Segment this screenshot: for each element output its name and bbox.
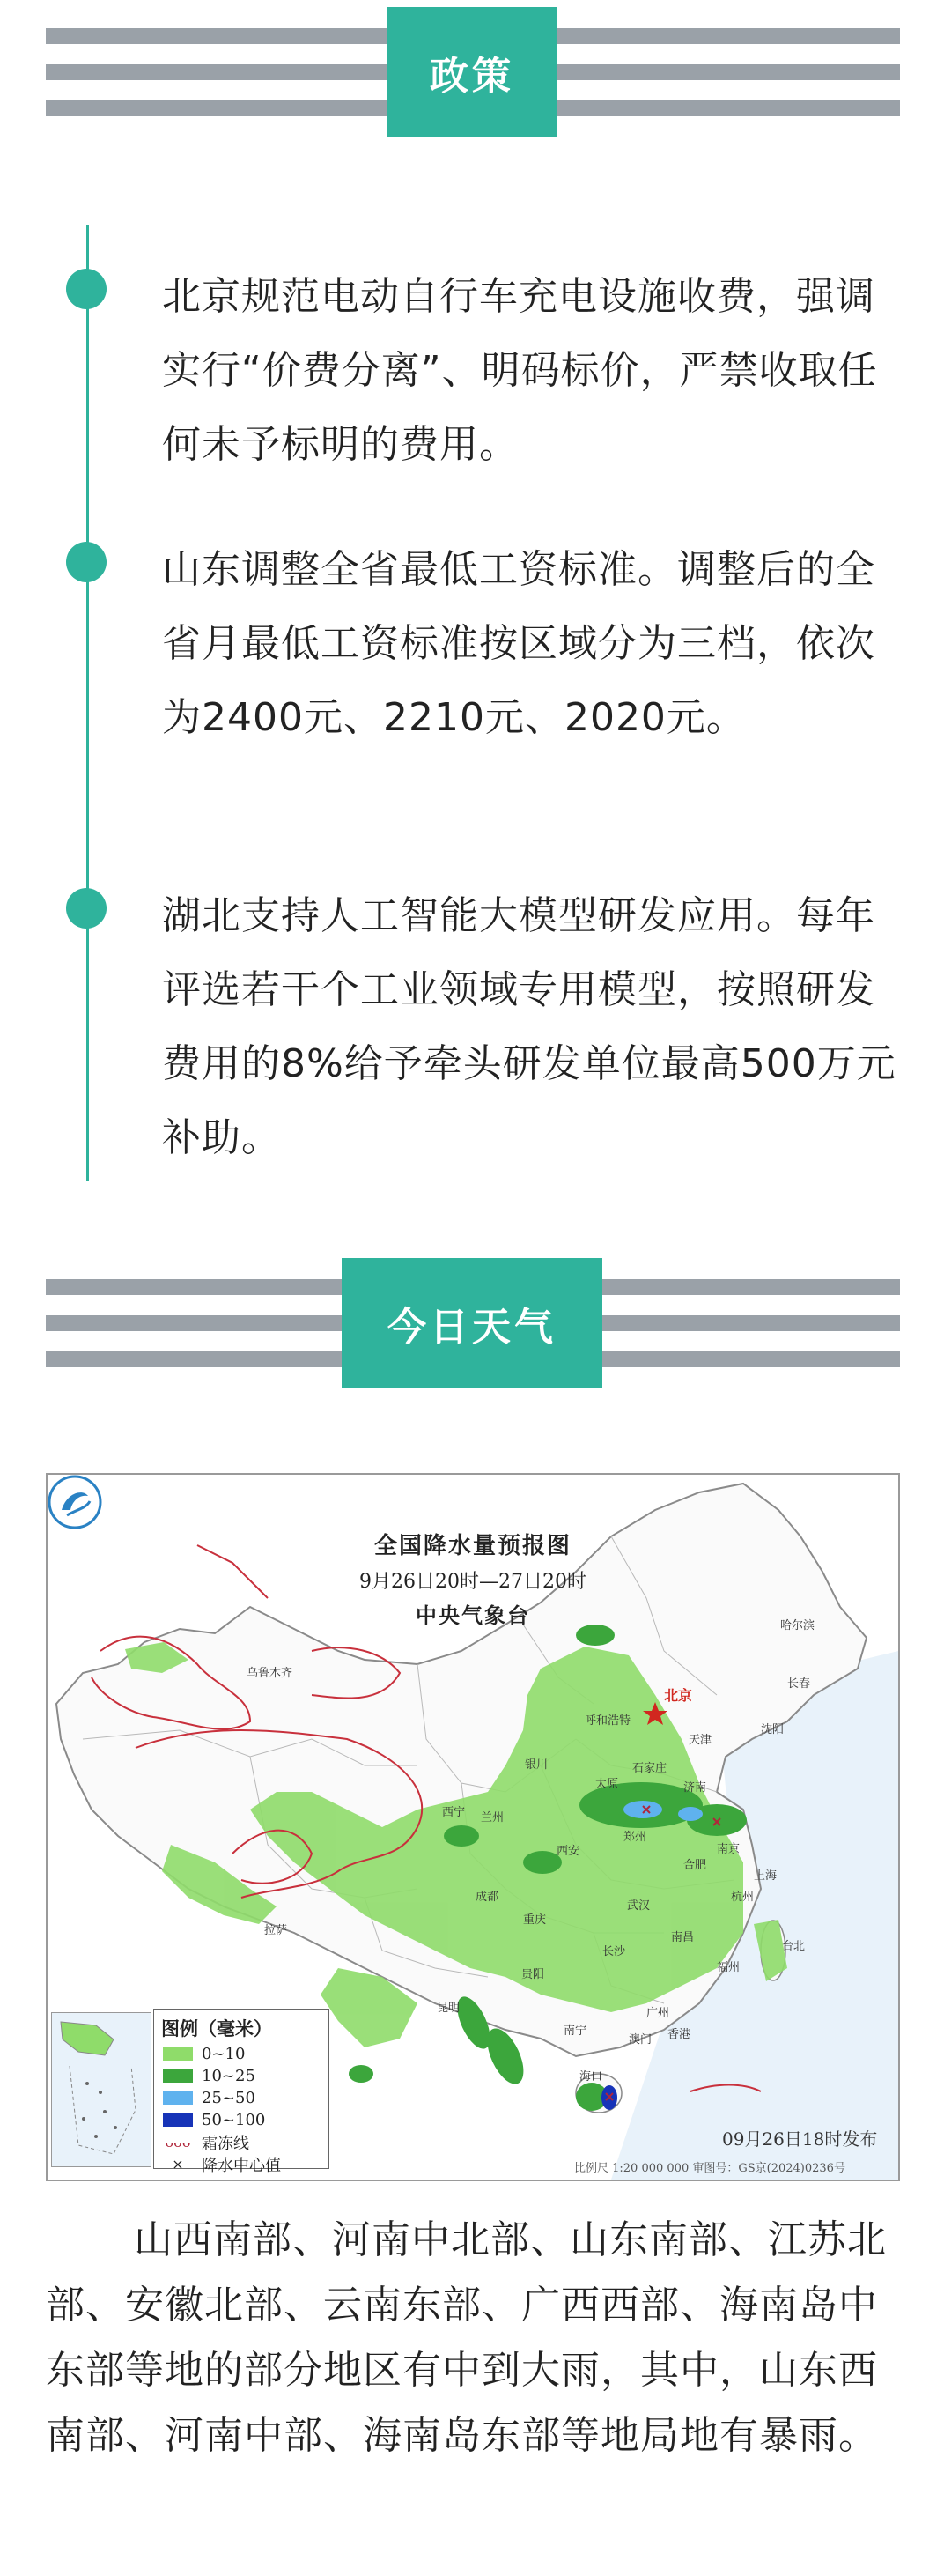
legend-label: 10~25 <box>202 2067 255 2085</box>
timeline-dot-icon <box>66 269 107 309</box>
city-label: 成都 <box>476 1891 499 1904</box>
legend-swatch <box>163 2091 193 2105</box>
legend-label: 降水中心值 <box>202 2156 281 2175</box>
map-footnote: 比例尺 1:20 000 000 审图号：GS京(2024)0236号 <box>574 2162 845 2175</box>
legend-item <box>163 2153 328 2175</box>
city-label: 广州 <box>646 2007 670 2020</box>
frost-line-icon: ᴗᴗᴗ <box>165 2134 191 2150</box>
legend-item <box>163 2087 328 2109</box>
city-label: 哈尔滨 <box>780 1619 815 1632</box>
map-period: 9月26日20时—27日20时 <box>359 1571 586 1593</box>
city-label: 重庆 <box>523 1913 547 1927</box>
weather-description: 山西南部、河南中北部、山东南部、江苏北部、安徽北部、云南东部、广西西部、海南岛中东部等地的部分地区有中到大雨，其中，山东西南部、河南中部、海南岛东部等地局地有暴雨。 <box>46 2217 887 2458</box>
map-issuer: 中央气象台 <box>416 1603 530 1628</box>
city-label: 沈阳 <box>761 1723 785 1736</box>
legend-swatch <box>163 2047 193 2061</box>
legend-item <box>163 2043 328 2065</box>
city-label: 兰州 <box>481 1811 505 1825</box>
precipitation-map <box>46 1473 900 2181</box>
city-label: 杭州 <box>731 1891 755 1904</box>
city-label-capital: 北京 <box>664 1687 693 1704</box>
south-china-sea-inset <box>51 2012 151 2167</box>
legend-label: 0~10 <box>202 2045 246 2063</box>
legend-item <box>163 2131 328 2153</box>
timeline-dot-icon <box>66 542 107 582</box>
map-title: 全国降水量预报图 <box>373 1533 572 1559</box>
city-label: 西安 <box>557 1845 580 1858</box>
weather-section-header <box>46 1258 900 1388</box>
city-label: 长沙 <box>602 1945 626 1958</box>
city-label: 南京 <box>717 1843 741 1856</box>
legend-swatch <box>163 2069 193 2083</box>
weather-section-title: 今日天气 <box>342 1258 602 1388</box>
city-label: 西宁 <box>442 1806 466 1819</box>
rain-center-icon: × <box>172 2156 184 2173</box>
city-label: 济南 <box>683 1781 707 1795</box>
cma-logo-icon <box>48 1475 102 1529</box>
city-label: 台北 <box>782 1940 806 1953</box>
legend-title: 图例（毫米） <box>161 2017 272 2039</box>
legend-item <box>163 2065 328 2087</box>
map-legend <box>153 2009 329 2175</box>
legend-label: 25~50 <box>202 2089 255 2107</box>
city-label: 天津 <box>689 1734 712 1747</box>
legend-swatch <box>163 2113 193 2127</box>
city-label: 武汉 <box>627 1899 651 1913</box>
city-label: 石家庄 <box>632 1762 667 1775</box>
city-label: 银川 <box>525 1758 549 1772</box>
city-label: 海口 <box>579 2070 603 2084</box>
policy-item-text: 山东调整全省最低工资标准。调整后的全省月最低工资标准按区域分为三档，依次为2400元、2210元、2020元。 <box>162 547 875 740</box>
city-label: 南昌 <box>671 1931 695 1944</box>
city-label: 长春 <box>787 1677 811 1691</box>
timeline-dot-icon <box>66 888 107 929</box>
policy-section-title: 政策 <box>387 7 557 137</box>
city-label: 福州 <box>717 1961 741 1974</box>
policy-section-header <box>46 7 900 137</box>
city-label: 昆明 <box>437 2002 461 2015</box>
city-label: 呼和浩特 <box>585 1714 631 1728</box>
timeline-line <box>86 225 89 1181</box>
city-label: 香港 <box>667 2028 691 2041</box>
policy-item-text: 北京规范电动自行车充电设施收费，强调实行“价费分离”、明码标价，严禁收取任何未予标明的费用。 <box>162 274 878 467</box>
legend-item <box>163 2109 328 2131</box>
city-label: 南宁 <box>564 2025 587 2038</box>
city-label: 郑州 <box>623 1831 647 1844</box>
city-label: 太原 <box>595 1778 619 1791</box>
city-label: 上海 <box>754 1869 778 1883</box>
city-label: 乌鲁木齐 <box>247 1667 293 1680</box>
city-label: 拉萨 <box>264 1924 288 1937</box>
legend-label: 霜冻线 <box>202 2134 249 2153</box>
city-label: 澳门 <box>629 2033 653 2047</box>
policy-item-text: 湖北支持人工智能大模型研发应用。每年评选若干个工业领域专用模型，按照研发费用的8%给予牵头研发单位最高500万元补助。 <box>162 893 896 1160</box>
city-label: 合肥 <box>683 1859 707 1872</box>
city-label: 贵阳 <box>521 1968 545 1981</box>
map-issue-time: 09月26日18时发布 <box>722 2128 878 2150</box>
legend-label: 50~100 <box>202 2111 266 2129</box>
